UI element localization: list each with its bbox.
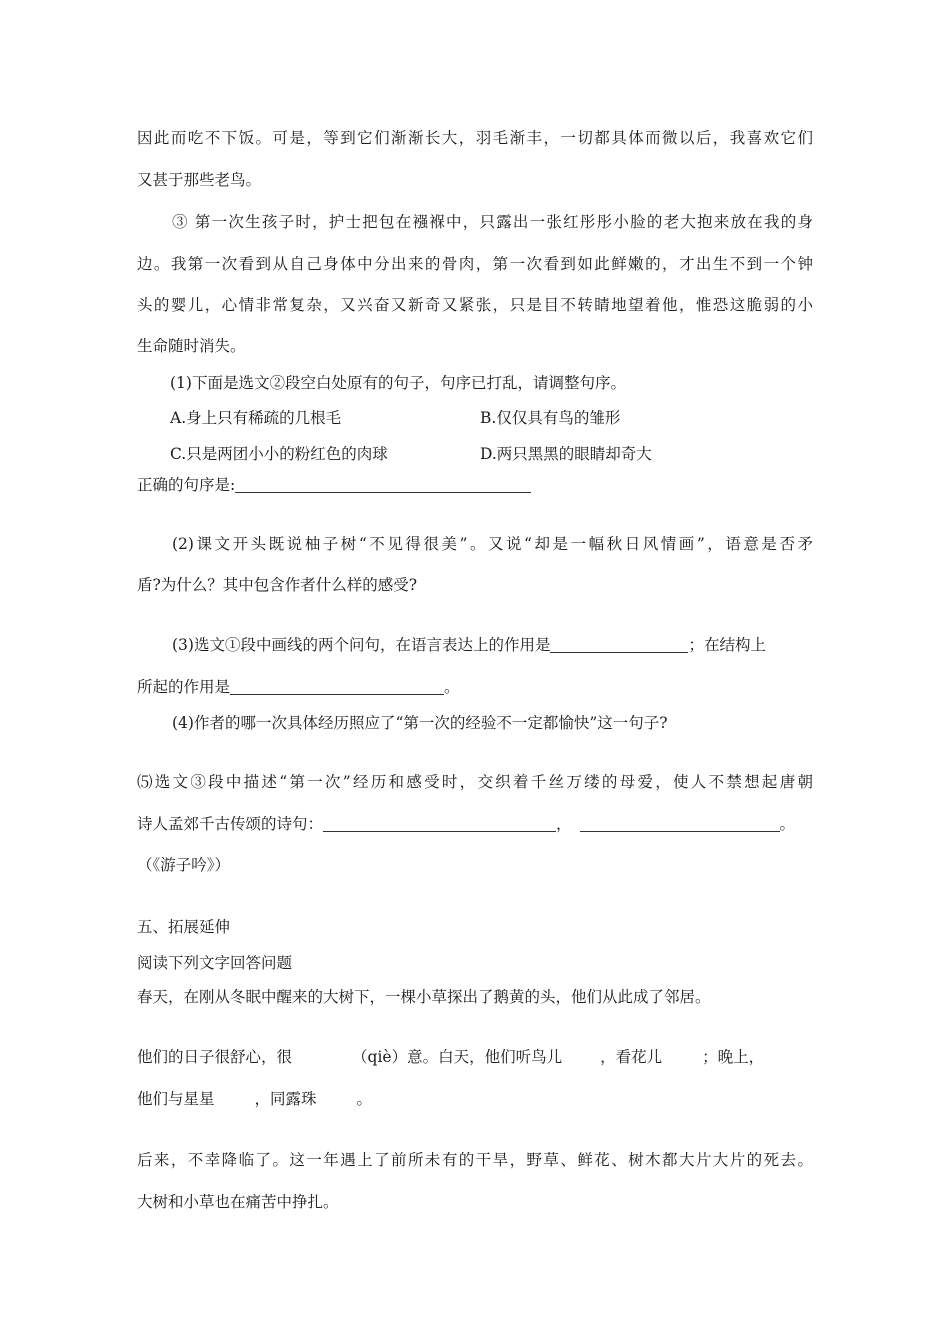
option-b: B.仅仅具有鸟的雏形 [480, 409, 621, 427]
q5-text: ， [556, 815, 572, 833]
question-5-source: （《游子吟》） [137, 856, 231, 874]
paragraph-line: 又甚于那些老鸟。 [137, 171, 262, 189]
q5-blank-2[interactable] [580, 815, 780, 832]
answer-line [137, 475, 531, 495]
passage-text: ，看花儿 [600, 1048, 663, 1066]
q3-text: 所起的作用是 [137, 678, 231, 696]
q3-blank-1[interactable] [550, 636, 688, 653]
q3-text: ；在结构上 [688, 636, 766, 654]
passage-text: 他们的日子很舒心，很 [137, 1048, 293, 1066]
question-3-line [137, 677, 460, 697]
paragraph-line: ③ 第一次生孩子时，护士把包在襁褓中，只露出一张红彤彤小脸的老大抱来放在我的身 [172, 213, 813, 231]
question-5-line: ⑸选文③段中描述“第一次”经历和感受时，交织着千丝万缕的母爱，使人不禁想起唐朝 [137, 773, 813, 791]
passage-text: 他们与星星 [137, 1090, 215, 1108]
option-d: D.两只黑黑的眼睛却奇大 [480, 445, 652, 463]
q5-blank-1[interactable] [323, 815, 556, 832]
paragraph-line: 边。我第一次看到从自己身体中分出来的骨肉，第一次看到如此鲜嫩的，才出生不到一个钟 [137, 255, 813, 273]
paragraph-line: 因此而吃不下饭。可是，等到它们渐渐长大，羽毛渐丰，一切都具体而微以后，我喜欢它们 [137, 129, 813, 147]
passage-text: 。 [356, 1090, 373, 1108]
passage-line [137, 1047, 764, 1067]
q3-text: (3)选文①段中画线的两个问句，在语言表达上的作用是 [172, 636, 551, 654]
paragraph-line: 生命随时消失。 [137, 337, 246, 355]
section-instruction: 阅读下列文字回答问题 [137, 954, 293, 972]
question-2-line: 盾?为什么？其中包含作者什么样的感受? [137, 576, 418, 594]
passage-text: （qiè）意。白天，他们听鸟儿 [352, 1048, 563, 1066]
option-c: C.只是两团小小的粉红色的肉球 [170, 445, 388, 463]
q3-blank-2[interactable] [230, 678, 444, 695]
answer-label: 正确的句序是: [137, 476, 236, 494]
question-2-line: (2)课文开头既说柚子树“不见得很美”。又说“却是一幅秋日风情画”，语意是否矛 [172, 535, 813, 553]
q5-text: 诗人孟郊千古传颂的诗句： [137, 815, 324, 833]
passage-text: ，同露珠 [254, 1090, 317, 1108]
question-4-line: (4)作者的哪一次具体经历照应了“第一次的经验不一定都愉快”这一句子? [172, 714, 668, 732]
option-a: A.身上只有稀疏的几根毛 [170, 409, 342, 427]
passage-line: 大树和小草也在痛苦中挣扎。 [137, 1193, 339, 1211]
question-1-prompt: (1)下面是选文②段空白处原有的句子，句序已打乱，请调整句序。 [170, 374, 626, 392]
paragraph-line: 头的婴儿，心情非常复杂，又兴奋又新奇又紧张，只是目不转睛地望着他，惟恐这脆弱的小 [137, 296, 813, 314]
answer-blank[interactable] [235, 476, 531, 493]
passage-line [137, 1089, 372, 1109]
passage-text: ；晚上， [702, 1048, 765, 1066]
q5-text: 。 [779, 815, 796, 833]
section-heading: 五、拓展延伸 [137, 918, 231, 936]
q3-text: 。 [444, 678, 460, 696]
passage-line: 后来，不幸降临了。这一年遇上了前所未有的干旱，野草、鲜花、树木都大片大片的死去。 [137, 1151, 813, 1169]
question-3-line [172, 635, 766, 655]
passage-line: 春天，在刚从冬眠中醒来的大树下，一棵小草探出了鹅黄的头，他们从此成了邻居。 [137, 988, 711, 1006]
question-5-line [137, 814, 795, 834]
